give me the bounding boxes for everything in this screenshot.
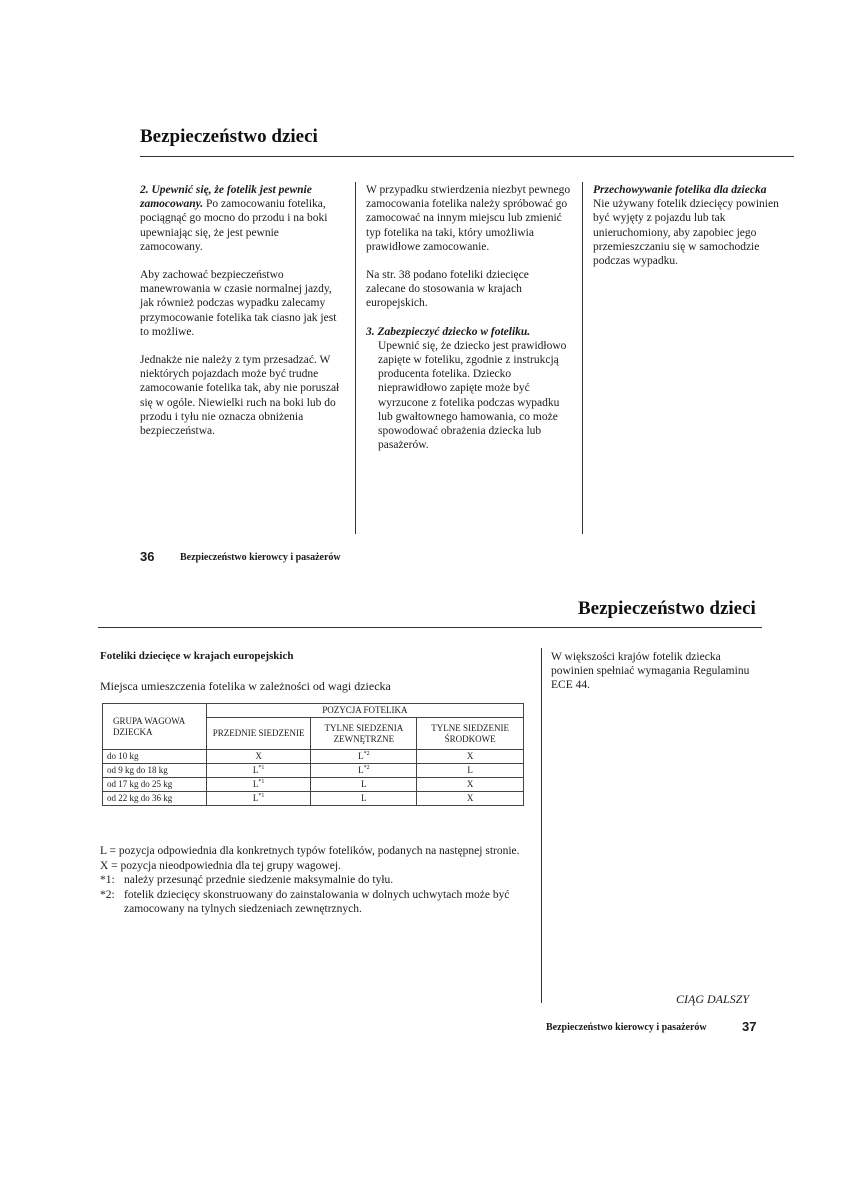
paragraph: W przypadku stwierdzenia niezbyt pewnego zamocowania fotelika należy spróbować go zamocować na innym miejscu lub zmienić typ fotelika na taki, który umożliwia prawidłowe zamocowanie. — [366, 184, 571, 253]
continued-label: CIĄG DALSZY — [676, 992, 750, 1006]
legend-x: X = pozycja nieodpowiednia dla tej grupy wagowej. — [100, 859, 341, 872]
step-3-text: Upewnić się, że dziecko jest prawidłowo zapięte w foteliku, zgodnie z instrukcją producenta fotelika. Dziecko nieprawidłowo zapięte może być wyrzucone z fotelika podczas wypadku lub gwałtownego hamowania, co może spowodować obrażenia dziecka lub pasażerów. — [378, 339, 567, 452]
legend-note-1: *1: należy przesunąć przednie siedzenie maksymalnie do tyłu. — [100, 874, 394, 886]
rear-center-value: X — [417, 792, 524, 806]
column-divider — [355, 182, 356, 534]
paragraph: Na str. 38 podano foteliki dziecięce zalecane do stosowania w krajach europejskich. — [366, 269, 529, 310]
column-3 — [593, 183, 793, 268]
section-heading: Foteliki dziecięce w krajach europejskich — [100, 650, 294, 662]
group-header: GRUPA WAGOWA DZIECKA — [103, 704, 207, 750]
storage-text: Nie używany fotelik dziecięcy powinien być wyjęty z pojazdu lub tak unieruchomiony, aby zapobiec jego przemieszczaniu się w samochodzie podczas wypadku. — [593, 198, 779, 268]
col-header-rear-outer: TYLNE SIEDZENIA ZEWNĘTRZNE — [311, 718, 417, 750]
table-subheading: Miejsca umieszczenia fotelika w zależności od wagi dziecka — [100, 679, 391, 693]
column-1 — [140, 183, 340, 452]
paragraph: Jednakże nie należy z tym przesadzać. W niektórych pojazdach może być trudne zamocowanie fotelika tak, aby nie poruszał się w ogóle. Niewielki ruch na boki lub do przodu i tyłu nie oznacza obniżenia bezpieczeństwa. — [140, 354, 340, 438]
legend-note-2: *2: fotelik dziecięcy skonstruowany do zainstalowania w dolnych uchwytach może być zamocowany na tylnych siedzeniach zewnętrznych. — [100, 888, 510, 915]
rear-outer-value: $L^{*2}$ — [311, 764, 417, 778]
table-legend — [100, 844, 520, 917]
page-number: 37 — [742, 1019, 757, 1034]
table-row — [103, 764, 524, 778]
step-2 — [140, 183, 340, 254]
column-divider — [541, 648, 542, 1003]
ece-note: W większości krajów fotelik dziecka powinien spełniać wymagania Regulaminu ECE 44. — [551, 651, 750, 691]
title-rule — [140, 156, 794, 157]
seat-position-table — [102, 703, 524, 806]
rear-center-value: L — [417, 764, 524, 778]
step-2-text: Po zamocowaniu fotelika, pociągnąć go mocno do przodu i na boki upewniając się, że jest pewnie zamocowany. — [140, 198, 328, 253]
table-row — [103, 792, 524, 806]
storage-lead: Przechowywanie fotelika dla dziecka — [593, 184, 767, 196]
weight-group: od 17 kg do 25 kg — [103, 778, 207, 792]
rear-outer-value: L — [311, 792, 417, 806]
table-row — [103, 778, 524, 792]
table-row — [103, 750, 524, 764]
paragraph: Aby zachować bezpieczeństwo manewrowania w czasie normalnej jazdy, jak również podczas wypadku zalecamy przymocowanie fotelika tak ciasno jak jest to możliwe. — [140, 269, 337, 338]
rear-outer-value: L — [311, 778, 417, 792]
step-3-lead: 3. Zabezpieczyć dziecko w foteliku. — [366, 325, 531, 338]
step-2-lead: 2. Upewnić się, że fotelik jest pewnie zamocowany. — [140, 184, 312, 211]
col-header-rear-center: TYLNE SIEDZENIE ŚRODKOWE — [417, 718, 524, 750]
page-title: Bezpieczeństwo dzieci — [578, 598, 756, 619]
weight-group: od 22 kg do 36 kg — [103, 792, 207, 806]
title-rule — [98, 627, 762, 628]
position-header: POZYCJA FOTELIKA — [206, 704, 523, 718]
page-number: 36 — [140, 549, 155, 564]
running-footer: Bezpieczeństwo kierowcy i pasażerów — [546, 1022, 707, 1033]
legend-l: L = pozycja odpowiednia dla konkretnych typów fotelików, podanych na następnej stronie. — [100, 845, 520, 857]
rear-center-value: X — [417, 750, 524, 764]
front-value: $L^{*1}$ — [206, 792, 311, 806]
column-2 — [366, 183, 571, 466]
front-value: $L^{*1}$ — [206, 764, 311, 778]
front-value: $L^{*1}$ — [206, 778, 311, 792]
weight-group: do 10 kg — [103, 750, 207, 764]
rear-center-value: X — [417, 778, 524, 792]
rear-outer-value: $L^{*2}$ — [311, 750, 417, 764]
column-divider — [582, 182, 583, 534]
front-value: X — [206, 750, 311, 764]
running-footer: Bezpieczeństwo kierowcy i pasażerów — [180, 552, 341, 563]
col-header-front: PRZEDNIE SIEDZENIE — [206, 718, 311, 750]
weight-group: od 9 kg do 18 kg — [103, 764, 207, 778]
page-title: Bezpieczeństwo dzieci — [140, 126, 318, 147]
